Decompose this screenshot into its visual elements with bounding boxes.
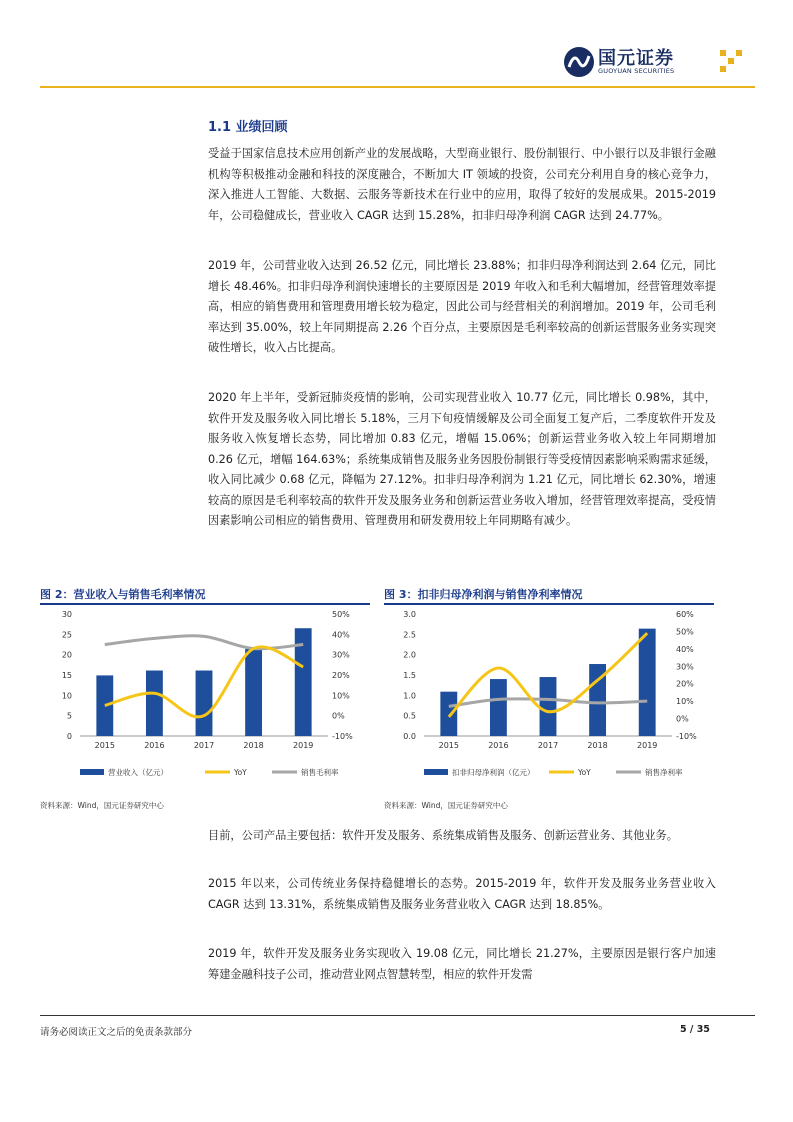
x-tick-label: 2015 xyxy=(94,741,115,750)
fig3-title: 图 3：扣非归母净利润与销售净利率情况 xyxy=(384,588,583,601)
x-tick-label: 2019 xyxy=(637,741,658,750)
paragraph-5: 2015 年以来，公司传统业务保持稳健增长的态势。2015-2019 年，软件开发及服务业务营业收入 CAGR 达到 13.31%，系统集成销售及服务业务营业收入 CAGR 达到 18.85%。 xyxy=(208,877,716,911)
footer-rule xyxy=(40,1015,755,1016)
bar-mark xyxy=(540,677,557,736)
y-left-tick-label: 2.0 xyxy=(403,650,416,660)
x-tick-label: 2019 xyxy=(293,741,314,750)
y-left-tick-label: 2.5 xyxy=(403,630,416,640)
bar-mark xyxy=(490,679,507,736)
legend-bar-swatch xyxy=(424,769,448,775)
y-right-tick-label: 30% xyxy=(676,662,694,672)
y-left-tick-label: 10 xyxy=(61,691,72,701)
fig2-rule xyxy=(40,603,370,605)
legend-yoy-label: YoY xyxy=(578,768,591,777)
y-right-tick-label: 40% xyxy=(676,644,694,654)
bar-mark xyxy=(440,692,457,736)
y-right-tick-label: 30% xyxy=(332,650,350,660)
paragraph-4: 目前，公司产品主要包括：软件开发及服务、系统集成销售及服务、创新运营业务、其他业务。 xyxy=(208,829,678,842)
y-right-tick-label: 10% xyxy=(332,691,350,701)
bar-mark xyxy=(146,671,163,736)
paragraph-1: 受益于国家信息技术应用创新产业的发展战略，大型商业银行、股份制银行、中小银行以及非银行金融机构等积极推动金融和科技的深度融合，不断加大 IT 领域的投资，公司充分利用自身的核心竞争力，深入推进人工智能、大数据、云服务等新技术在行业中的应用，取得了较好的发展成果。2015-2019 年，公司稳健成长，营业收入 CAGR 达到 15.28%，扣非归母净利润 CAGR 达到 24.77%。 xyxy=(208,147,716,222)
page-number: 5 / 35 xyxy=(680,1024,710,1035)
y-right-tick-label: 50% xyxy=(332,610,350,619)
y-right-tick-label: 0% xyxy=(676,714,689,724)
fig2-title: 图 2：营业收入与销售毛利率情况 xyxy=(40,588,206,601)
chart-revenue xyxy=(40,606,370,790)
bar-mark xyxy=(96,675,113,736)
brand-sub: GUOYUAN SECURITIES xyxy=(598,67,675,75)
paragraph-2: 2019 年，公司营业收入达到 26.52 亿元，同比增长 23.88%；扣非归母净利润达到 2.64 亿元，同比增长 48.46%。扣非归母净利润快速增长的主要原因是 2019 年收入和毛利大幅增加，经营管理效率提高，相应的销售费用和管理费用增长较为稳定，因此公司与经营相关的利润增加。2019 年，公司毛利率达到 35.00%，较上年同期提高 2.26 个百分点，主要原因是毛利率较高的创新运营服务业务实现突破性增长，收入占比提高。 xyxy=(208,259,716,354)
y-right-tick-label: 0% xyxy=(332,711,345,721)
brand-name: 国元证券 xyxy=(598,48,674,69)
x-tick-label: 2017 xyxy=(537,741,559,750)
paragraph-6: 2019 年，软件开发及服务业务实现收入 19.08 亿元，同比增长 21.27%，主要原因是银行客户加速筹建金融科技子公司，推动营业网点智慧转型，相应的软件开发需 xyxy=(208,947,716,981)
y-left-tick-label: 15 xyxy=(61,671,72,680)
y-right-tick-label: 20% xyxy=(332,671,350,680)
chart-net-profit xyxy=(384,606,714,790)
y-left-tick-label: 3.0 xyxy=(403,610,416,619)
y-right-tick-label: 60% xyxy=(676,610,694,619)
margin-line xyxy=(105,636,303,649)
x-tick-label: 2015 xyxy=(438,741,459,750)
fig3-rule xyxy=(384,603,714,605)
header-rule xyxy=(40,86,755,88)
y-left-tick-label: 20 xyxy=(61,650,72,660)
legend-bar-label: 营业收入（亿元） xyxy=(108,768,168,777)
y-right-tick-label: -10% xyxy=(332,732,353,741)
legend-bar-swatch xyxy=(80,769,104,775)
fig2-source: 资料来源：Wind，国元证券研究中心 xyxy=(40,801,164,810)
bar-mark xyxy=(245,649,262,736)
x-tick-label: 2017 xyxy=(193,741,215,750)
x-tick-label: 2016 xyxy=(144,741,165,750)
x-tick-label: 2018 xyxy=(243,741,264,750)
x-tick-label: 2018 xyxy=(587,741,608,750)
bar-mark xyxy=(639,629,656,736)
y-right-tick-label: 10% xyxy=(676,697,694,707)
y-left-tick-label: 5 xyxy=(66,711,72,721)
y-left-tick-label: 1.5 xyxy=(403,671,416,680)
legend-bar-label: 扣非归母净利润（亿元） xyxy=(452,768,535,777)
y-left-tick-label: 1.0 xyxy=(403,691,416,701)
paragraph-3: 2020 年上半年，受新冠肺炎疫情的影响，公司实现营业收入 10.77 亿元，同比增长 0.98%，其中，软件开发及服务收入同比增长 5.18%，三月下旬疫情缓解及公司全面复工复产后，二季度软件开发及服务收入恢复增长态势，同比增加 0.83 亿元，增幅 15.06%；创新运营业务收入较上年同期增加 0.26 亿元，增幅 164.63%；系统集成销售及服务业务因股份制银行等受疫情因素影响采购需求延缓，收入同比减少 0.68 亿元，降幅为 27.12%。扣非归母净利润为 1.21 亿元，同比增长 62.30%，增速较高的原因是毛利率较高的软件开发及服务业务和创新运营业务收入增加，经营管理效率提高，受疫情因素影响公司相应的销售费用、管理费用和研发费用较上年同期略有减少。 xyxy=(208,391,716,527)
y-left-tick-label: 30 xyxy=(61,610,72,619)
bar-mark xyxy=(196,671,213,736)
y-right-tick-label: 20% xyxy=(676,679,694,689)
y-left-tick-label: 0.0 xyxy=(403,732,416,741)
section-title: 1.1 业绩回顾 xyxy=(208,120,288,135)
legend-margin-label: 销售毛利率 xyxy=(301,768,339,777)
y-left-tick-label: 0 xyxy=(66,732,72,741)
y-left-tick-label: 0.5 xyxy=(403,711,416,721)
legend-yoy-label: YoY xyxy=(234,768,247,777)
legend-margin-label: 销售净利率 xyxy=(645,768,683,777)
y-right-tick-label: 50% xyxy=(676,627,694,637)
fig3-source: 资料来源：Wind，国元证券研究中心 xyxy=(384,801,508,810)
y-right-tick-label: -10% xyxy=(676,732,697,741)
footer-disclaimer: 请务必阅读正文之后的免责条款部分 xyxy=(40,1027,193,1038)
x-tick-label: 2016 xyxy=(488,741,509,750)
y-left-tick-label: 25 xyxy=(61,630,72,640)
y-right-tick-label: 40% xyxy=(332,630,350,640)
